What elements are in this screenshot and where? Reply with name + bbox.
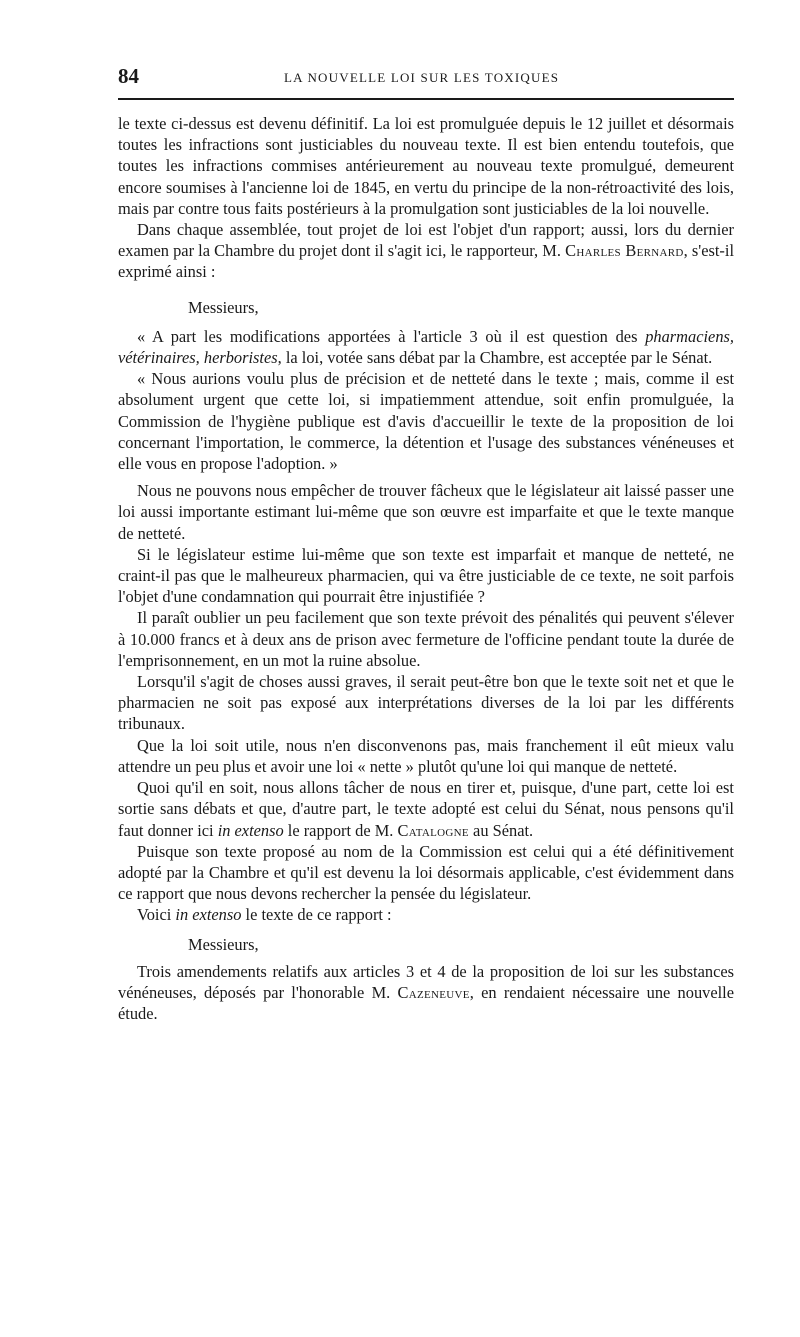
paragraph: Nous ne pouvons nous empêcher de trouver fâcheux que le législateur ait laissé passer une loi aussi importante estimant lui-même que son œuvre est imparfaite et que le texte manque de netteté.	[118, 481, 734, 543]
italic-term: in extenso	[217, 820, 284, 840]
running-title: LA NOUVELLE LOI SUR LES TOXIQUES	[284, 70, 560, 85]
paragraph: Lorsqu'il s'agit de choses aussi graves, il serait peut-être bon que le texte soit net et que le pharmacien ne soit pas exposé aux interprétations diverses de la loi par les différents tribunaux.	[118, 672, 734, 734]
paragraph: Voici in extenso le texte de ce rapport :	[137, 905, 392, 925]
quote-paragraph: « Nous aurions voulu plus de précision et de netteté dans le texte ; mais, comme il est absolument urgent que cette loi, si impatiemment attendue, soit enfin promulguée, la Commission de l'hygiène publique est d'avis d'accueillir le texte de la proposition de loi concernant l'importation, le commerce, la détention et l'usage des substances vénéneuses et elle vous en propose l'adoption. »	[118, 369, 734, 474]
italic-term: in extenso	[175, 905, 242, 925]
page-number: 84	[118, 64, 139, 88]
paragraph: Il paraît oublier un peu facilement que son texte prévoit des pénalités qui peuvent s'élever à 10.000 francs et à deux ans de prison avec fermeture de l'officine pendant toute la durée de l'emprisonnement, en un mot la ruine absolue.	[118, 608, 734, 670]
paragraph: Dans chaque assemblée, tout projet de loi est l'objet d'un rapport; aussi, lors du dernier examen par la Chambre du projet dont il s'agit ici, le rapporteur, M. Charles Bernard, s'est-il exprimé ainsi :	[118, 220, 735, 282]
person-name: Catalogne	[397, 820, 469, 840]
body-text	[118, 113, 734, 1024]
paragraph: le texte ci-dessus est devenu définitif. La loi est promulguée depuis le 12 juillet et désormais toutes les infractions sont justiciables du nouveau texte. Il est bien entendu toutefois, que toutes les infractions commises antérieurement au nouveau texte promulgué, demeurent encore soumises à l'ancienne loi de 1845, en vertu du principe de la non-rétroactivité des lois, mais par contre tous faits postérieurs à la promulgation sont justiciables de la loi nouvelle.	[118, 114, 734, 218]
paragraph: Quoi qu'il en soit, nous allons tâcher de nous en tirer et, puisque, d'une part, cette loi est sortie sans débats et que, d'autre part, le texte adopté est celui du Sénat, nous pensons qu'il faut donner ici in extenso le rapport de M. Catalogne au Sénat.	[118, 778, 734, 840]
person-name: Charles Bernard	[565, 241, 684, 261]
paragraph: Si le législateur estime lui-même que son texte est imparfait et manque de netteté, ne craint-il pas que le malheureux pharmacien, qui va être justiciable de ce texte, ne soit parfois l'objet d'une condamnation qui pourrait être injustifiée ?	[118, 544, 734, 607]
quote-paragraph: « A part les modifications apportées à l'article 3 où il est question des pharmaciens, vétérinaires, herboristes, la loi, votée sans débat par la Chambre, est acceptée par le Sénat.	[118, 326, 734, 368]
page-header	[118, 62, 734, 90]
salutation: Messieurs,	[188, 934, 259, 954]
header-rule	[118, 98, 734, 100]
salutation: Messieurs,	[188, 297, 259, 317]
paragraph: Trois amendements relatifs aux articles 3 et 4 de la proposition de loi sur les substances vénéneuses, déposés par l'honorable M. Cazeneuve, en rendaient nécessaire une nouvelle étude.	[118, 961, 734, 1024]
paragraph: Puisque son texte proposé au nom de la Commission est celui qui a été définitivement adopté par la Chambre et qu'il est devenu la loi désormais applicable, c'est évidemment dans ce rapport que nous devons rechercher la pensée du législateur.	[118, 841, 734, 904]
italic-terms: pharmaciens, vétérinaires, herboristes	[118, 326, 734, 368]
person-name: Cazeneuve	[397, 982, 470, 1002]
paragraph: Que la loi soit utile, nous n'en disconvenons pas, mais franchement il eût mieux valu attendre un peu plus et avoir une loi « nette » plutôt qu'une loi qui manque de netteté.	[118, 735, 734, 776]
